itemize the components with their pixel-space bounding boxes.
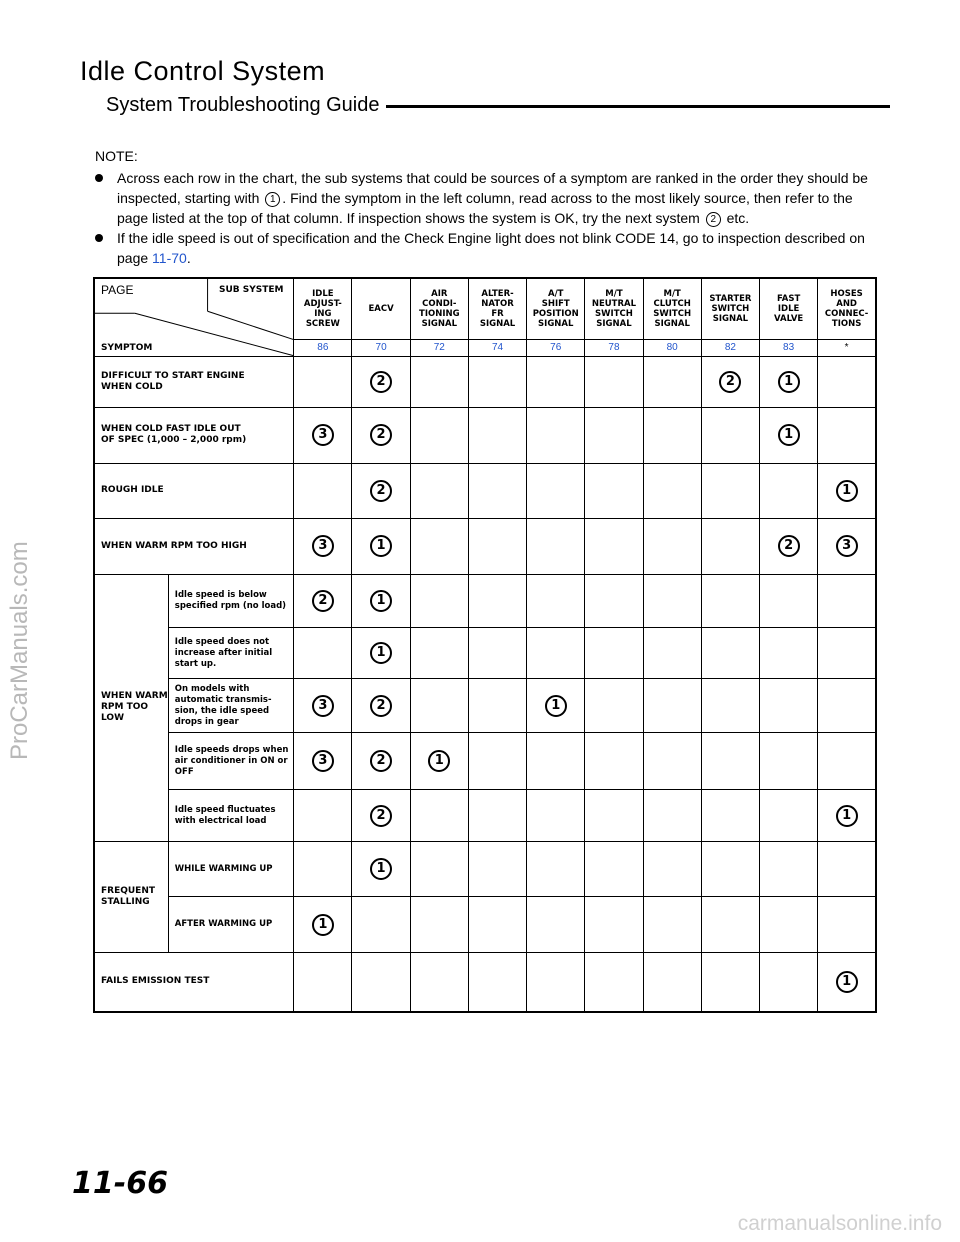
- column-header-line: ING: [314, 309, 332, 320]
- rank-cell: [701, 841, 759, 897]
- subsystem-label: SUB SYSTEM: [219, 285, 284, 295]
- column-header-line: NATOR: [481, 299, 514, 310]
- rank-cell: [352, 790, 410, 841]
- rank-cell: [701, 679, 759, 732]
- rank-cell: [818, 408, 876, 464]
- rank-cell: [527, 732, 585, 790]
- symptom-label: SYMPTOM: [101, 342, 153, 353]
- rank-cell: [294, 790, 352, 841]
- rank-cell: [410, 679, 468, 732]
- rank-cell: [818, 463, 876, 519]
- rank-cell: [352, 841, 410, 897]
- column-header-line: SIGNAL: [538, 319, 574, 330]
- rank-cell: [294, 627, 352, 678]
- note-text: .: [186, 250, 191, 266]
- rank-cell: [643, 463, 701, 519]
- rank-cell: [468, 897, 526, 953]
- column-page-ref[interactable]: *: [818, 340, 876, 356]
- rank-cell: [352, 519, 410, 575]
- symptom-cell: On models with automatic transmis-sion, the idle speed drops in gear: [168, 679, 293, 732]
- column-page-ref[interactable]: 74: [468, 340, 526, 356]
- rank-cell: [410, 574, 468, 627]
- rank-cell: [527, 627, 585, 678]
- circled-rank-icon: 1: [836, 971, 858, 993]
- circled-rank-icon: 3: [312, 750, 334, 772]
- column-header-line: VALVE: [774, 314, 804, 325]
- rank-cell: [760, 356, 818, 407]
- rank-cell: [468, 790, 526, 841]
- rank-cell: [468, 679, 526, 732]
- rank-cell: [410, 790, 468, 841]
- rank-cell: [410, 356, 468, 407]
- circled-rank-icon: 3: [312, 535, 334, 557]
- subtitle-rule: [386, 105, 891, 108]
- rank-cell: [760, 574, 818, 627]
- column-header-line: SWITCH: [711, 304, 750, 315]
- note-text: etc.: [722, 210, 750, 226]
- section-subtitle: System Troubleshooting Guide: [106, 93, 380, 116]
- column-header-line: SHIFT: [541, 299, 570, 310]
- rank-cell: [468, 519, 526, 575]
- circled-rank-icon: 1: [312, 914, 334, 936]
- column-header-line: SIGNAL: [421, 319, 457, 330]
- circled-rank-icon: 3: [312, 695, 334, 717]
- page-title: Idle Control System: [80, 56, 326, 86]
- rank-cell: [643, 841, 701, 897]
- column-header: [643, 278, 701, 340]
- rank-cell: [585, 841, 643, 897]
- column-header: [760, 278, 818, 340]
- rank-cell: [643, 408, 701, 464]
- column-header-line: SIGNAL: [654, 319, 690, 330]
- rank-cell: [760, 790, 818, 841]
- note-text: . Find the symptom in the left column, read across to the most likely source, then refer to the page listed at the top of that column. If inspection shows the system is OK, try the next system: [117, 190, 853, 226]
- rank-cell: [294, 732, 352, 790]
- column-header-line: SIGNAL: [596, 319, 632, 330]
- note-text: Across each row in the chart, the sub systems that could be sources of a symptom are ranked in the order they should be inspected, starting with: [117, 170, 868, 206]
- rank-cell: [643, 952, 701, 1012]
- rank-cell: [294, 408, 352, 464]
- rank-cell: [468, 627, 526, 678]
- table-corner: [94, 278, 294, 356]
- column-header-line: SIGNAL: [712, 314, 749, 325]
- bullet-icon: [95, 174, 103, 182]
- rank-cell: [294, 356, 352, 407]
- circled-rank-icon: 1: [428, 750, 450, 772]
- rank-cell: [468, 841, 526, 897]
- column-header-line: IDLE: [312, 289, 334, 300]
- symptom-cell: Idle speeds drops when air conditioner in ON or OFF: [168, 732, 293, 790]
- rank-cell: [701, 897, 759, 953]
- table-row: [94, 574, 876, 627]
- rank-cell: [527, 463, 585, 519]
- column-header-line: SCREW: [305, 319, 340, 330]
- column-header: [585, 278, 643, 340]
- rank-cell: [527, 574, 585, 627]
- column-header-line: ADJUST-: [303, 299, 342, 310]
- column-header-line: CLUTCH: [653, 299, 691, 310]
- rank-cell: [352, 356, 410, 407]
- circled-rank-icon: 2: [370, 695, 392, 717]
- rank-cell: [760, 732, 818, 790]
- note-item-2: [95, 228, 880, 268]
- rank-cell: [760, 841, 818, 897]
- column-header-line: NEUTRAL: [591, 299, 637, 310]
- column-header-line: CONNEC-: [824, 309, 869, 320]
- table-row: [94, 732, 876, 790]
- rank-cell: [818, 732, 876, 790]
- column-header-line: TIONS: [831, 319, 862, 330]
- circled-rank-icon: 2: [370, 750, 392, 772]
- symptom-cell: DIFFICULT TO START ENGINE WHEN COLD: [94, 356, 294, 407]
- rank-cell: [527, 519, 585, 575]
- column-header: [294, 278, 352, 340]
- rank-cell: [643, 897, 701, 953]
- rank-cell: [585, 627, 643, 678]
- page-link[interactable]: 11-70: [152, 250, 187, 266]
- rank-cell: [701, 408, 759, 464]
- watermark-bottom: carmanualsonline.info: [737, 1212, 942, 1235]
- column-header-line: M/T: [663, 289, 681, 300]
- rank-cell: [643, 790, 701, 841]
- circled-rank-icon: 2: [778, 535, 800, 557]
- rank-cell: [527, 356, 585, 407]
- column-header: [818, 278, 876, 340]
- rank-cell: [585, 519, 643, 575]
- rank-cell: [643, 732, 701, 790]
- circled-one-icon: 1: [265, 192, 280, 207]
- column-header-line: EACV: [368, 304, 394, 315]
- table-row: [94, 408, 876, 464]
- rank-cell: [410, 408, 468, 464]
- rank-cell: [818, 952, 876, 1012]
- table-row: [94, 952, 876, 1012]
- rank-cell: [468, 356, 526, 407]
- rank-cell: [527, 408, 585, 464]
- note-label: NOTE:: [95, 148, 138, 164]
- note-text: If the idle speed is out of specification and the Check Engine light does not blink CODE 14, go to inspection described on page: [117, 230, 865, 266]
- table-row: [94, 897, 876, 953]
- column-header-line: TIONING: [419, 309, 460, 320]
- watermark-left: ProCarManuals.com: [6, 541, 33, 760]
- circled-rank-icon: 3: [836, 535, 858, 557]
- rank-cell: [643, 519, 701, 575]
- column-header-line: STARTER: [709, 294, 752, 305]
- header-row: [94, 278, 876, 340]
- rank-cell: [643, 627, 701, 678]
- circled-rank-icon: 1: [370, 642, 392, 664]
- circled-rank-icon: 2: [370, 424, 392, 446]
- rank-cell: [294, 519, 352, 575]
- symptom-group: FREQUENT STALLING: [94, 841, 168, 952]
- rank-cell: [410, 841, 468, 897]
- rank-cell: [352, 732, 410, 790]
- rank-cell: [410, 463, 468, 519]
- circled-rank-icon: 1: [545, 695, 567, 717]
- circled-rank-icon: 1: [778, 371, 800, 393]
- rank-cell: [701, 463, 759, 519]
- column-header-line: A/T: [547, 289, 564, 300]
- rank-cell: [760, 463, 818, 519]
- rank-cell: [701, 952, 759, 1012]
- bullet-icon: [95, 234, 103, 242]
- rank-cell: [760, 519, 818, 575]
- rank-cell: [585, 574, 643, 627]
- rank-cell: [818, 790, 876, 841]
- column-header-line: CONDI-: [422, 299, 457, 310]
- symptom-cell: ROUGH IDLE: [94, 463, 294, 519]
- column-header-line: AIR: [431, 289, 448, 300]
- column-header: [527, 278, 585, 340]
- rank-cell: [352, 679, 410, 732]
- rank-cell: [468, 463, 526, 519]
- table-row: [94, 519, 876, 575]
- rank-cell: [818, 841, 876, 897]
- column-page-ref[interactable]: 76: [527, 340, 585, 356]
- rank-cell: [701, 356, 759, 407]
- column-header-line: AND: [836, 299, 857, 310]
- rank-cell: [818, 627, 876, 678]
- column-header-line: SIGNAL: [479, 319, 516, 330]
- symptom-cell: AFTER WARMING UP: [168, 897, 293, 953]
- rank-cell: [294, 679, 352, 732]
- symptom-cell: WHEN WARM RPM TOO HIGH: [94, 519, 294, 575]
- note-block: [95, 146, 880, 268]
- symptom-cell: WHILE WARMING UP: [168, 841, 293, 897]
- rank-cell: [410, 519, 468, 575]
- rank-cell: [410, 897, 468, 953]
- circled-rank-icon: 1: [370, 858, 392, 880]
- table-row: [94, 679, 876, 732]
- rank-cell: [585, 732, 643, 790]
- rank-cell: [585, 356, 643, 407]
- column-page-ref[interactable]: 80: [643, 340, 701, 356]
- rank-cell: [294, 952, 352, 1012]
- table-row: [94, 463, 876, 519]
- column-header-line: POSITION: [532, 309, 579, 320]
- circled-rank-icon: 1: [370, 535, 392, 557]
- table-row: [94, 790, 876, 841]
- rank-cell: [468, 952, 526, 1012]
- rank-cell: [818, 897, 876, 953]
- rank-cell: [760, 679, 818, 732]
- rank-cell: [643, 356, 701, 407]
- rank-cell: [701, 627, 759, 678]
- rank-cell: [585, 952, 643, 1012]
- rank-cell: [701, 519, 759, 575]
- column-header-line: ALTER-: [481, 289, 514, 300]
- symptom-cell: Idle speed fluctuates with electrical load: [168, 790, 293, 841]
- circled-rank-icon: 2: [312, 590, 334, 612]
- rank-cell: [468, 732, 526, 790]
- circled-rank-icon: 1: [836, 805, 858, 827]
- rank-cell: [294, 841, 352, 897]
- rank-cell: [585, 679, 643, 732]
- table-row: [94, 356, 876, 407]
- rank-cell: [527, 897, 585, 953]
- rank-cell: [760, 627, 818, 678]
- column-page-ref[interactable]: 83: [760, 340, 818, 356]
- rank-cell: [527, 952, 585, 1012]
- column-page-ref[interactable]: 82: [701, 340, 759, 356]
- circled-two-icon: 2: [706, 212, 721, 227]
- symptom-group: WHEN WARM RPM TOO LOW: [94, 574, 168, 841]
- column-page-ref[interactable]: 86: [294, 340, 352, 356]
- rank-cell: [352, 463, 410, 519]
- column-header-line: SWITCH: [653, 309, 692, 320]
- rank-cell: [527, 841, 585, 897]
- rank-cell: [701, 574, 759, 627]
- rank-cell: [294, 463, 352, 519]
- circled-rank-icon: 2: [370, 805, 392, 827]
- rank-cell: [294, 897, 352, 953]
- rank-cell: [818, 356, 876, 407]
- circled-rank-icon: 2: [370, 371, 392, 393]
- rank-cell: [468, 574, 526, 627]
- column-header-line: FAST: [776, 294, 801, 305]
- column-header-line: IDLE: [777, 304, 800, 315]
- rank-cell: [410, 732, 468, 790]
- rank-cell: [818, 519, 876, 575]
- rank-cell: [352, 574, 410, 627]
- table-row: [94, 627, 876, 678]
- rank-cell: [410, 952, 468, 1012]
- column-header: [468, 278, 526, 340]
- symptom-cell: WHEN COLD FAST IDLE OUT OF SPEC (1,000 – 2,000 rpm): [94, 408, 294, 464]
- rank-cell: [585, 408, 643, 464]
- rank-cell: [760, 408, 818, 464]
- column-header-line: HOSES: [830, 289, 863, 300]
- circled-rank-icon: 2: [370, 480, 392, 502]
- rank-cell: [760, 952, 818, 1012]
- rank-cell: [585, 463, 643, 519]
- page-number: 11-66: [72, 1166, 168, 1201]
- column-header: [410, 278, 468, 340]
- page-label: PAGE: [101, 283, 134, 297]
- symptom-cell: Idle speed is below specified rpm (no load): [168, 574, 293, 627]
- rank-cell: [352, 897, 410, 953]
- column-header-line: M/T: [605, 289, 623, 300]
- column-page-ref[interactable]: 70: [352, 340, 410, 356]
- rank-cell: [352, 952, 410, 1012]
- rank-cell: [527, 679, 585, 732]
- rank-cell: [468, 408, 526, 464]
- rank-cell: [643, 574, 701, 627]
- rank-cell: [818, 574, 876, 627]
- column-header: [701, 278, 759, 340]
- rank-cell: [352, 627, 410, 678]
- column-page-ref[interactable]: 78: [585, 340, 643, 356]
- column-page-ref[interactable]: 72: [410, 340, 468, 356]
- circled-rank-icon: 1: [370, 590, 392, 612]
- symptom-cell: FAILS EMISSION TEST: [94, 952, 294, 1012]
- rank-cell: [527, 790, 585, 841]
- rank-cell: [585, 897, 643, 953]
- troubleshooting-table: [93, 277, 877, 1013]
- rank-cell: [643, 679, 701, 732]
- rank-cell: [701, 790, 759, 841]
- column-header-line: FR: [491, 309, 504, 320]
- circled-rank-icon: 1: [778, 424, 800, 446]
- column-header-line: SWITCH: [595, 309, 633, 320]
- section-header: [106, 92, 890, 118]
- circled-rank-icon: 1: [836, 480, 858, 502]
- circled-rank-icon: 2: [719, 371, 741, 393]
- note-item-1: [95, 168, 880, 228]
- circled-rank-icon: 3: [312, 424, 334, 446]
- rank-cell: [410, 627, 468, 678]
- symptom-cell: Idle speed does not increase after initial start up.: [168, 627, 293, 678]
- rank-cell: [294, 574, 352, 627]
- rank-cell: [352, 408, 410, 464]
- rank-cell: [818, 679, 876, 732]
- rank-cell: [701, 732, 759, 790]
- table-row: [94, 841, 876, 897]
- rank-cell: [760, 897, 818, 953]
- column-header: [352, 278, 410, 340]
- rank-cell: [585, 790, 643, 841]
